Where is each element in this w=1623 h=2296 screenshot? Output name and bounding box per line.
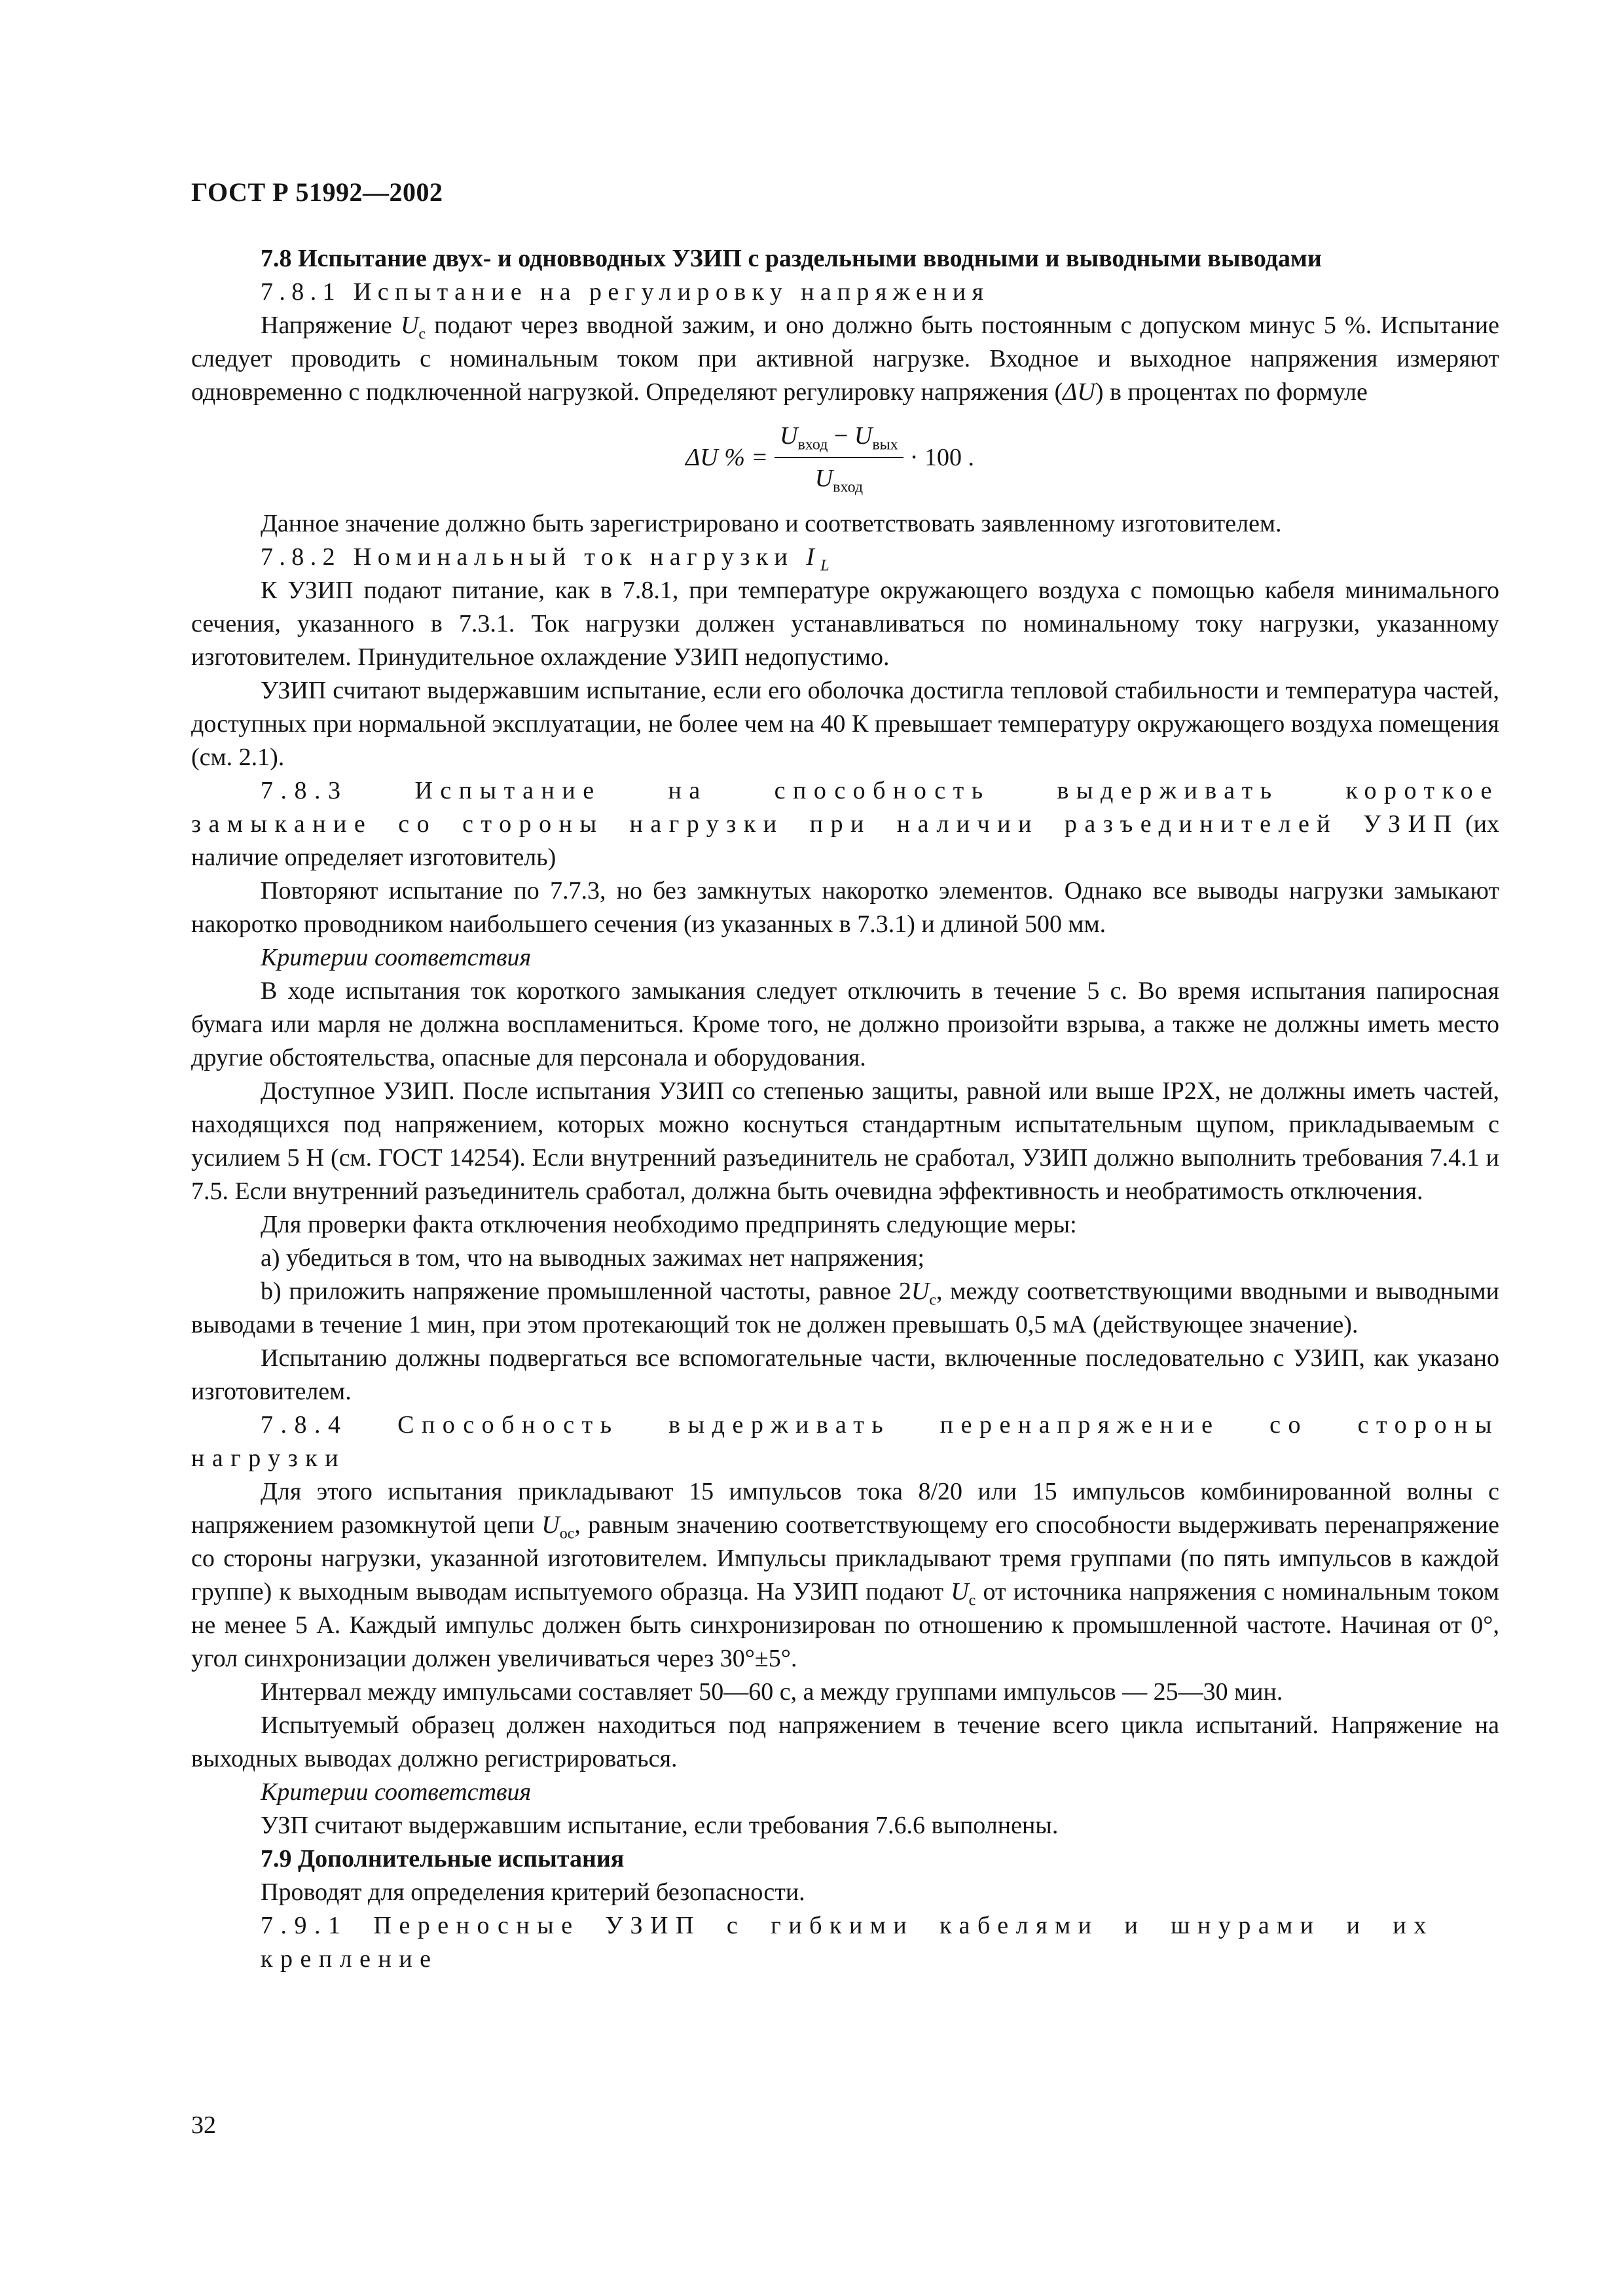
section-7-8-3-criteria-heading: Критерии соответствия — [261, 944, 532, 971]
page-number: 32 — [191, 2111, 216, 2139]
section-7-8-1-title: 7.8.1 Испытание на регулировку напряжения — [261, 278, 990, 306]
section-7-8-3-paragraph-2: В ходе испытания ток короткого замыкания следует отключить в течение 5 с. Во время испытания папиросная бумага или марля не должна воспламениться. Кроме того, не должно произойти взрыва, а также не должны иметь место другие обстоятельства, опасные для персонала и оборудования. — [191, 977, 1499, 1071]
section-7-8-4-criteria-heading: Критерии соответствия — [261, 1778, 532, 1806]
section-7-8-3-paragraph-3: Доступное УЗИП. После испытания УЗИП со степенью защиты, равной или выше IP2X, не должны иметь частей, находящихся под напряжением, которых можно коснуться стандартным испытательным щупом, прикладываемым с усилием 5 Н (см. ГОСТ 14254). Если внутренний разъединитель не сработал, УЗИП должно выполнить требования 7.4.1 и 7.5. Если внутренний разъединитель сработал, должна быть очевидна эффективность и необратимость отключения. — [191, 1077, 1499, 1205]
section-7-8-2-paragraph-1: К УЗИП подают питание, как в 7.8.1, при температуре окружающего воздуха с помощью кабеля минимального сечения, указанного в 7.3.1. Ток нагрузки должен устанавливаться по номинальному току нагрузки, указанному изготовителем. Принудительное охлаждение УЗИП недопустимо. — [191, 577, 1499, 671]
section-7-8-3-title: 7.8.3 Испытание на способность выдерживать короткое замыкание со стороны нагрузки при наличии разъединителей УЗИП (их наличие определяет изготовитель) — [191, 777, 1499, 871]
section-7-8-1-paragraph-2: Данное значение должно быть зарегистрировано и соответствовать заявленному изготовителем. — [261, 510, 1282, 537]
section-7-8-3-paragraph-5: Испытанию должны подвергаться все вспомогательные части, включенные последовательно с УЗИП, как указано изготовителем. — [191, 1344, 1499, 1405]
section-7-8-3-paragraph-4: Для проверки факта отключения необходимо предпринять следующие меры: — [261, 1211, 1077, 1238]
section-7-8-4-paragraph-4: УЗП считают выдержавшим испытание, если требования 7.6.6 выполнены. — [261, 1812, 1059, 1839]
section-7-9-title: 7.9 Дополнительные испытания — [261, 1845, 625, 1873]
section-7-8-title: 7.8 Испытание двух- и одновводных УЗИП с раздельными вводными и выводными выводами — [261, 245, 1322, 272]
section-7-8-4-title: 7.8.4 Способность выдерживать перенапряжение со стороны нагрузки — [191, 1411, 1499, 1472]
formula-fraction: $\frac{U_{вход} - U_{вых}}{U_{вход}}$ — [775, 420, 903, 495]
section-7-8-2-title: 7.8.2 Номинальный ток нагрузки $I_L$ — [261, 543, 836, 575]
section-7-8-1-paragraph-1: Напряжение $U_c$ подают через вводной зажим, и оно должно быть постоянным с допуском минус 5 %. Испытание следует проводить с номинальным током при активной нагрузке. Входное и выходное напряжения измеряют одновременно с подключенной нагрузкой. Определяют регулировку напряжения (ΔU) в процентах по формуле — [191, 312, 1500, 406]
list-item-b: b) приложить напряжение промышленной частоты, равное $2U_c$, между соответствующими вводными и выводными выводами в течение 1 мин, при этом протекающий ток не должен превышать 0,5 мА (действующее значение). — [191, 1278, 1499, 1338]
list-item-a: а) убедиться в том, что на выводных зажимах нет напряжения; — [261, 1244, 924, 1272]
section-7-9-paragraph-1: Проводят для определения критерий безопасности. — [261, 1878, 805, 1906]
formula-lhs: ΔU % = — [685, 443, 769, 471]
section-7-8-2-paragraph-2: УЗИП считают выдержавшим испытание, если его оболочка достигла тепловой стабильности и температура частей, доступных при нормальной эксплуатации, не более чем на 40 К превышает температуру окружающего воздуха помещения (см. 2.1). — [191, 677, 1499, 771]
document-header: ГОСТ Р 51992—2002 — [191, 177, 443, 207]
section-7-8-4-paragraph-2: Интервал между импульсами составляет 50—60 с, а между группами импульсов — 25—30 мин. — [261, 1678, 1283, 1706]
section-7-8-4-paragraph-1: Для этого испытания прикладывают 15 импульсов тока 8/20 или 15 импульсов комбинированной волны с напряжением разомкнутой цепи $U_{oc}$, равным значению соответствующему его способности выдерживать перенапряжение со стороны нагрузки, указанной изготовителем. Импульсы прикладывают тремя группами (по пять импульсов в каждой группе) к выходным выводам испытуемого образца. На УЗИП подают $U_c$ от источника напряжения с номинальным током не менее 5 А. Каждый импульс должен быть синхронизирован по отношению к промышленной частоте. Начиная от 0°, угол синхронизации должен увеличиваться через 30°±5°. — [191, 1478, 1499, 1672]
formula-rhs: · 100 . — [909, 443, 974, 471]
page-content — [191, 242, 1499, 1976]
section-7-8-3-paragraph-1: Повторяют испытание по 7.7.3, но без замкнутых накоротко элементов. Однако все выводы нагрузки замыкают накоротко проводником наибольшего сечения (из указанных в 7.3.1) и длиной 500 мм. — [191, 877, 1499, 938]
voltage-regulation-formula — [191, 409, 1499, 507]
section-7-9-1-title: 7.9.1 Переносные УЗИП с гибкими кабелями и шнурами и их крепление — [261, 1912, 1434, 1973]
section-7-8-4-paragraph-3: Испытуемый образец должен находиться под напряжением в течение всего цикла испытаний. Напряжение на выходных выводах должно регистрироваться. — [191, 1712, 1499, 1772]
